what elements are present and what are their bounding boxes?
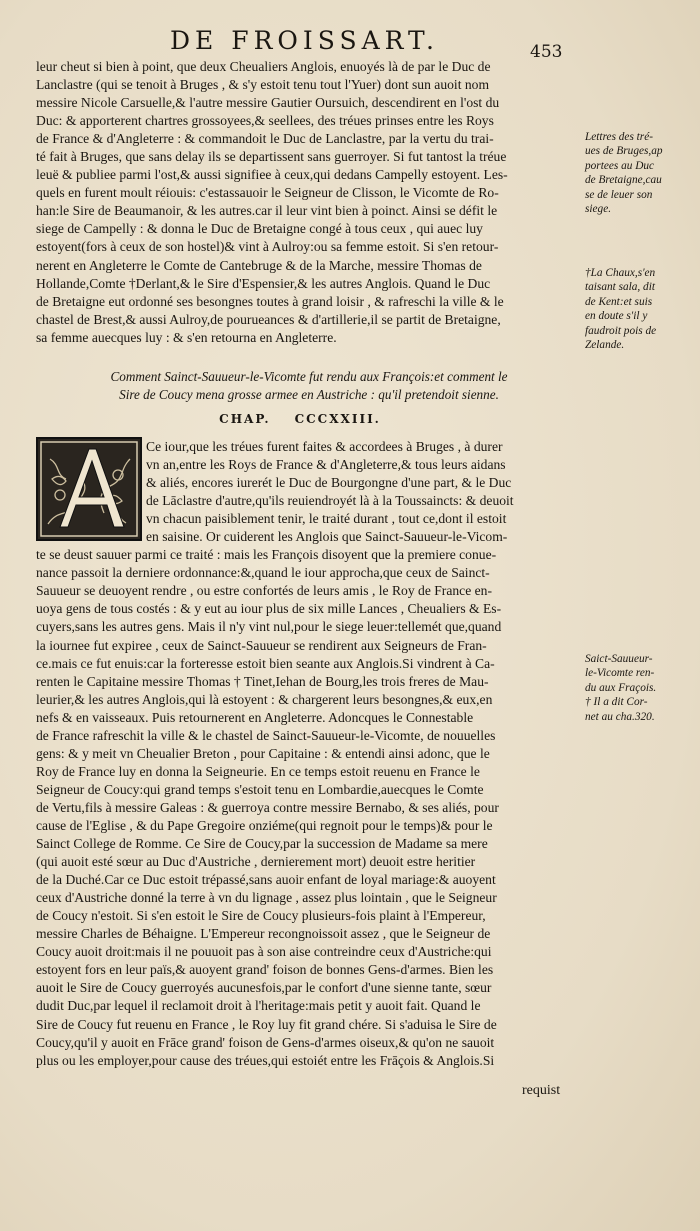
margin-note-saint-sauveur [585, 652, 697, 724]
margin-note-line: du aux Fraçois. [585, 681, 657, 694]
text-line: de Bretaigne eut ordonné ses besongnes toutes à grand loisir , & rafreschi la ville & le [36, 293, 504, 309]
text-line: nerent en Angleterre le Comte de Cantebruge & de la Marche, messire Thomas de [36, 257, 482, 273]
text-line: Sainct College de Romme. Ce Sire de Coucy,par la succession de Madame sa mere [36, 836, 488, 852]
text-line: Sire de Coucy fut reuenu en France , le Roy luy fit grand chére. Si s'aduisa le Sire de [36, 1016, 497, 1032]
text-line: de la Duché.Car ce Duc estoit trépassé,sans auoir enfant de loyal mariage:& auoyent [36, 872, 496, 888]
text-line: estoyent(fors à ceux de son hostel)& vint à Aulroy:ou sa femme estoit. Si s'en retour- [36, 239, 499, 255]
margin-note-line: net au cha.320. [585, 710, 655, 723]
margin-note-line: le-Vicomte ren- [585, 667, 655, 680]
margin-note-line: portees au Duc [585, 159, 655, 172]
text-line: de France rafreschit la ville & le chastel de Sainct-Sauueur-le-Vicomte, de nouuelles [36, 727, 496, 743]
text-line: estoyent fors en leur païs,& auoyent grand' foison de bonnes Gens-d'armes. Bien les [36, 962, 494, 978]
text-line: uoya gens de tous costés : & y eut au iour plus de six mille Lances , Cheualiers & Es- [36, 601, 502, 617]
margin-note-line: se de leuer son [585, 188, 653, 201]
text-line: nefs & en vaisseaux. Puis retournerent en Angleterre. Adoncques le Connestable [36, 709, 474, 725]
text-line: messire Charles de Béhaigne. L'Empereur recongnoissoit assez , que le Seigneur de [36, 926, 491, 942]
text-line: Coucy,qu'il y auoit en Frāce grand' foison de Gens-d'armes oiseux,& qu'on ne sauoit [36, 1034, 495, 1050]
text-line: ceux d'Austriche donné la terre à vn du lignage , assez plus lointain , que le Seigneur [36, 890, 497, 906]
margin-note-line: de Kent:et suis [585, 295, 653, 308]
text-line: ce.mais ce fut enuis:car la forteresse estoit bien seante aux Anglois.Si vindrent à Ca- [36, 655, 495, 671]
text-line: renten le Capitaine messire Thomas † Tinet,Iehan de Bourg,les trois freres de Mau- [36, 673, 489, 689]
chapter-heading-line: Comment Sainct-Sauueur-le-Vicomte fut rendu aux François:et comment le [110, 369, 508, 384]
text-line: Duc: & apporterent chartres grossoyees,& seellees, des tréues prinses entre les Roys [36, 113, 494, 129]
text-line: de Coucy n'estoit. Si s'en estoit le Sire de Coucy plusieurs-fois plaint à l'Empereur, [36, 908, 486, 924]
text-line: Coucy auoit droit:mais il ne pouuoit pas à son aise contreindre ceux d'Austriche:qui [36, 944, 492, 960]
text-line: de Vertu,fils à messire Galeas : & guerroya contre messire Bernabo, & ses aliés, pour [36, 799, 499, 815]
margin-note-line: de Bretaigne,cau [585, 174, 662, 187]
text-line: Sauueur se deuoyent rendre , ou estre confortés de leurs amis , le Roy de France en- [36, 583, 492, 599]
margin-note-line: Lettres des tré- [585, 131, 653, 143]
text-line: te se deust sauuer parmi ce traité : mais les François disoyent que la premiere conue- [36, 547, 497, 563]
text-line: Hollande,Comte †Derlant,& le Sire d'Espensier,& les autres Anglois. Quand le Duc [36, 275, 491, 291]
text-line: té fait à Bruges, que sans delay ils se departissent sans guerroyer. Si fut tantost la tréue [36, 149, 507, 165]
text-line: cuyers,sans les autres gens. Mais il n'y vint nul,pour le siege leuer:tellemét que,quand [36, 619, 502, 635]
text-line: leuë & publiee parmi l'ost,& aussi signifiee à ceux,qui dedans Campelly estoyent. Les- [36, 167, 508, 183]
text-line: la iournee fut expiree , ceux de Sainct-Sauueur se rendirent aux Seigneurs de Fran- [36, 637, 487, 653]
text-line: siege de Campelly : & donna le Duc de Bretaigne congé à tous ceux , qui auec luy [36, 221, 483, 237]
text-line: messire Nicole Carsuelle,& l'autre messire Gautier Oursuich, descendirent en l'ost du [36, 95, 500, 111]
text-line: cause de l'Eglise , & du Pape Gregoire onziéme(qui regnoit pour le temps)& pour le [36, 817, 493, 833]
margin-note-line: † Il a dit Cor- [585, 696, 648, 709]
text-line: Seigneur de Coucy:qui grand temps s'estoit tenu en Lombardie,auecques le Comte [36, 781, 484, 797]
margin-note-chaux [585, 266, 697, 352]
text-line: Lanclastre (qui se tenoit à Bruges , & s'y estoit tenu tout l'Yuer) dont sun auoit nom [36, 77, 490, 93]
chapter-body [36, 438, 582, 1070]
chapter-heading-line: Sire de Coucy mena grosse armee en Austriche : qu'il pretendoit sienne. [119, 387, 499, 402]
text-line: & aliés, encores iurerét le Duc de Bourgongne d'une part, & le Duc [146, 475, 512, 491]
opening-paragraph [36, 58, 582, 347]
margin-note-line: Saict-Sauueur- [585, 653, 653, 665]
text-line: plus ou les employer,pour cause des tréues,qui estoiét entre les Frāçois & Anglois.Si [36, 1052, 495, 1068]
text-line: Roy de France luy en donna la Seigneurie. En ce temps estoit reuenu en France le [36, 763, 480, 779]
text-line: quels en furent moult réiouis: c'estassauoir le Seigneur de Clisson, le Vicomte de Ro- [36, 185, 499, 201]
chapter-label: CHAP. [219, 412, 271, 426]
text-line: vn chacun paisiblement tenir, le traité durant , tout ce,dont il estoit [146, 511, 507, 527]
margin-note-truce [585, 130, 697, 216]
text-line: (qui auoit esté sœur au Duc d'Austriche , dernierement mort) deuoit estre heritier [36, 854, 476, 870]
margin-note-line: en doute s'il y [585, 310, 648, 323]
chapter-number [0, 412, 600, 426]
text-line: gens: & y meit vn Cheualier Breton , pour Capitaine : & entendi ainsi adonc, que le [36, 745, 490, 761]
text-line: vn an,entre les Roys de France & d'Angleterre,& tous leurs aidans [146, 457, 506, 473]
text-line: Ce iour,que les tréues furent faites & accordees à Bruges , à durer [146, 439, 503, 454]
text-line: de Lāclastre d'autre,qu'ils reuiendroyét là à la Toussaincts: & deuoit [146, 493, 514, 509]
chapter-numeral: CCCXXIII. [294, 412, 381, 426]
text-line: han:le Sire de Beaumanoir, & les autres.car il leur vint bien à poinct. Ainsi se défit le [36, 203, 498, 219]
text-line: leurier,& les autres Anglois,qui là estoyent : & chargerent leurs besongnes,& eux,en [36, 691, 493, 707]
chapter-heading [44, 368, 574, 404]
text-line: dudit Duc,par lequel il reclamoit droit à l'heritage:mais petit y auoit fait. Quand le [36, 998, 481, 1014]
margin-note-line: faudroit pois de [585, 324, 657, 337]
margin-note-line: siege. [585, 203, 612, 216]
margin-note-line: Zelande. [585, 339, 625, 352]
text-line: chastel de Brest,& aussi Aulroy,de pourueances & d'artillerie,il se partit de Bretaigne, [36, 311, 501, 327]
margin-note-line: ues de Bruges,ap [585, 145, 663, 158]
text-line: sa femme auecques luy : & s'en retourna en Angleterre. [36, 329, 337, 345]
text-line: leur cheut si bien à point, que deux Cheualiers Anglois, enuoyés là de par le Duc de [36, 59, 491, 74]
catchword: requist [522, 1083, 561, 1098]
text-line: nance passoit la derniere ordonnance:&,quand le iour approcha,que ceux de Sainct- [36, 565, 490, 581]
text-line: en saisine. Or cuiderent les Anglois que Sainct-Sauueur-le-Vicom- [146, 529, 508, 545]
page-number: 453 [530, 42, 563, 62]
margin-note-line: †La Chaux,s'en [585, 267, 656, 279]
text-line: auoit le Sire de Coucy guerroyés aucunesfois,par le confort d'une sienne tante, sœur [36, 980, 492, 996]
text-line: de France & d'Angleterre : & commandoit le Duc de Lanclastre, par la vertu du trai- [36, 131, 494, 147]
running-head: DE FROISSART. [170, 26, 439, 55]
margin-note-line: taisant sala, dit [585, 281, 655, 294]
